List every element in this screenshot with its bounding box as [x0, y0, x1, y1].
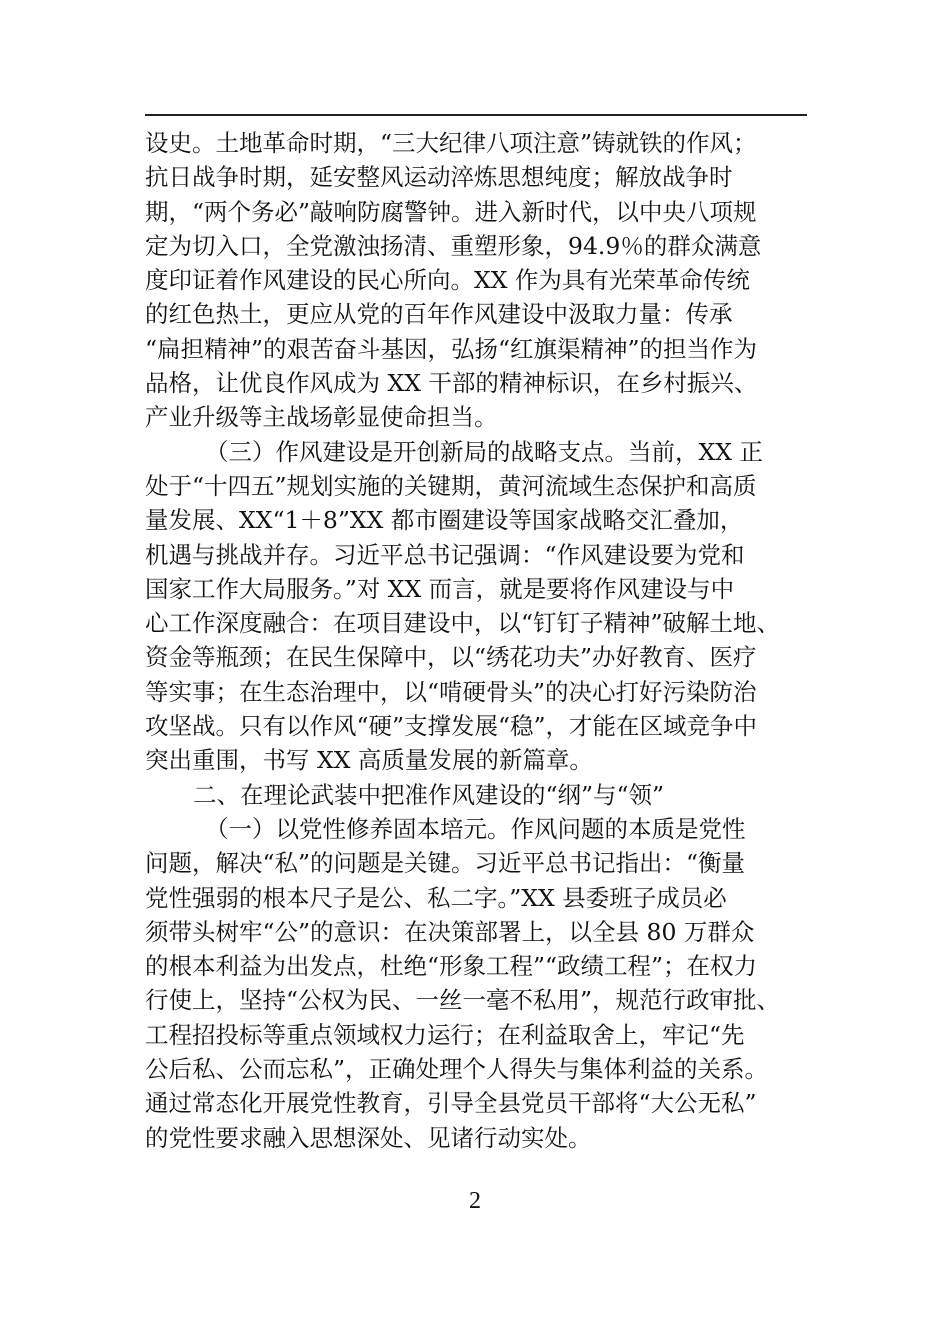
text-line: 的根本利益为出发点，杜绝“形象工程”“政绩工程”；在权力 [145, 952, 758, 981]
paragraph-start-line: （一）以党性修养固本培元。作风问题的本质是党性 [205, 814, 746, 843]
text-line: 问题，解决“私”的问题是关键。习近平总书记指出：“衡量 [145, 849, 746, 878]
text-line: 党性强弱的根本尺子是公、私二字。”XX 县委班子成员必 [145, 883, 727, 912]
text-line: 期，“两个务必”敲响防腐警钟。进入新时代，以中央八项规 [145, 197, 757, 226]
section-heading: 二、在理论武装中把准作风建设的“纲”与“领” [193, 780, 665, 809]
text-line: 品格，让优良作风成为 XX 干部的精神标识，在乡村振兴、 [145, 369, 758, 398]
text-line: 心工作深度融合：在项目建设中，以“钉钉子精神”破解土地、 [145, 609, 781, 638]
text-line: 通过常态化开展党性教育，引导全县党员干部将“大公无私” [145, 1089, 757, 1118]
text-line: 公后私、公而忘私”，正确处理个人得失与集体利益的关系。 [145, 1055, 769, 1084]
text-line: 国家工作大局服务。”对 XX 而言，就是要将作风建设与中 [145, 574, 735, 603]
header-rule [145, 114, 807, 116]
text-line: 设史。土地革命时期，“三大纪律八项注意”铸就铁的作风； [145, 129, 757, 157]
text-line: 等实事；在生态治理中，以“啃硬骨头”的决心打好污染防治 [145, 677, 757, 706]
paragraph-start-line: （三）作风建设是开创新局的战略支点。当前，XX 正 [205, 437, 763, 466]
text-line: 资金等瓶颈；在民生保障中，以“绣花功夫”办好教育、医疗 [145, 643, 757, 672]
body-text [145, 126, 810, 1155]
text-line: 度印证着作风建设的民心所向。XX 作为具有光荣革命传统 [145, 266, 750, 295]
text-line: 机遇与挑战并存。习近平总书记强调：“作风建设要为党和 [145, 540, 745, 569]
text-line: 量发展、XX“1＋8”XX 都市圈建设等国家战略交汇叠加， [145, 506, 744, 535]
text-line: 产业升级等主战场彰显使命担当。 [145, 403, 498, 432]
text-line: 的红色热土，更应从党的百年作风建设中汲取力量：传承 [145, 300, 733, 329]
text-line: 定为切入口，全党激浊扬清、重塑形象，94.9％的群众满意 [145, 231, 762, 260]
page-number: 2 [469, 1188, 481, 1214]
text-line: 工程招投标等重点领域权力运行；在利益取舍上，牢记“先 [145, 1020, 745, 1049]
text-line: 处于“十四五”规划实施的关键期，黄河流域生态保护和高质 [145, 471, 757, 500]
text-line: 的党性要求融入思想深处、见诸行动实处。 [145, 1123, 592, 1152]
text-line: 行使上，坚持“公权为民、一丝一毫不私用”，规范行政审批、 [145, 986, 781, 1015]
text-line: 攻坚战。只有以作风“硬”支撑发展“稳”，才能在区域竞争中 [145, 712, 758, 741]
text-line: 抗日战争时期，延安整风运动淬炼思想纯度；解放战争时 [145, 163, 733, 192]
text-line: 突出重围，书写 XX 高质量发展的新篇章。 [145, 746, 593, 775]
text-line: “扁担精神”的艰苦奋斗基因，弘扬“红旗渠精神”的担当作为 [145, 334, 758, 363]
text-line: 须带头树牢“公”的意识：在决策部署上，以全县 80 万群众 [145, 917, 755, 946]
